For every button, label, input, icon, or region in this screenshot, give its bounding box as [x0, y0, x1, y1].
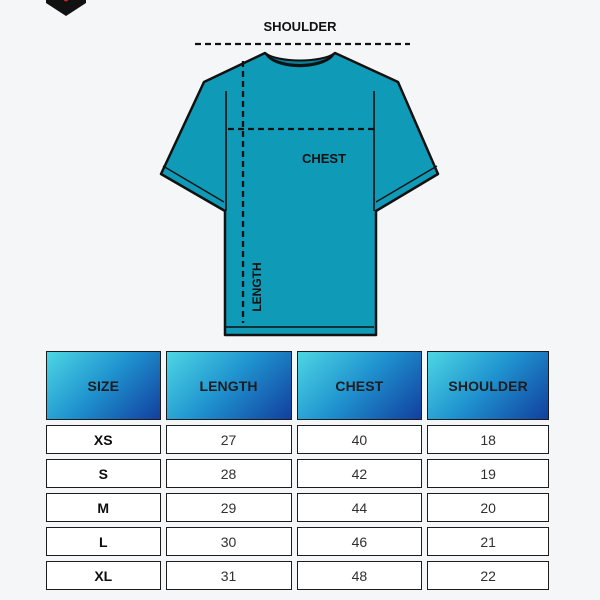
chest-cell: 44 — [297, 493, 423, 522]
length-label: LENGTH — [250, 262, 264, 312]
table-row — [46, 493, 549, 522]
size-cell: M — [46, 493, 161, 522]
length-cell: 27 — [166, 425, 292, 454]
length-column-header: LENGTH — [166, 351, 292, 420]
shoulder-cell: 22 — [427, 561, 549, 590]
shoulder-cell: 20 — [427, 493, 549, 522]
table-row — [46, 527, 549, 556]
length-cell: 28 — [166, 459, 292, 488]
shoulder-cell: 21 — [427, 527, 549, 556]
chest-column-header: CHEST — [297, 351, 423, 420]
chest-cell: 46 — [297, 527, 423, 556]
shoulder-cell: 19 — [427, 459, 549, 488]
chest-label: CHEST — [301, 151, 347, 166]
size-cell: S — [46, 459, 161, 488]
length-cell: 31 — [166, 561, 292, 590]
shoulder-label: SHOULDER — [263, 19, 337, 34]
table-row — [46, 425, 549, 454]
tshirt-body — [161, 53, 438, 335]
chest-cell: 42 — [297, 459, 423, 488]
size-cell: XL — [46, 561, 161, 590]
length-cell: 30 — [166, 527, 292, 556]
size-column-header: SIZE — [46, 351, 161, 420]
size-chart-table — [41, 346, 554, 595]
size-chart-header-row — [46, 351, 549, 420]
chest-cell: 48 — [297, 561, 423, 590]
shoulder-cell: 18 — [427, 425, 549, 454]
length-cell: 29 — [166, 493, 292, 522]
size-cell: L — [46, 527, 161, 556]
chest-cell: 40 — [297, 425, 423, 454]
table-row — [46, 561, 549, 590]
shoulder-column-header: SHOULDER — [427, 351, 549, 420]
table-row — [46, 459, 549, 488]
size-chart — [46, 351, 554, 595]
size-cell: XS — [46, 425, 161, 454]
